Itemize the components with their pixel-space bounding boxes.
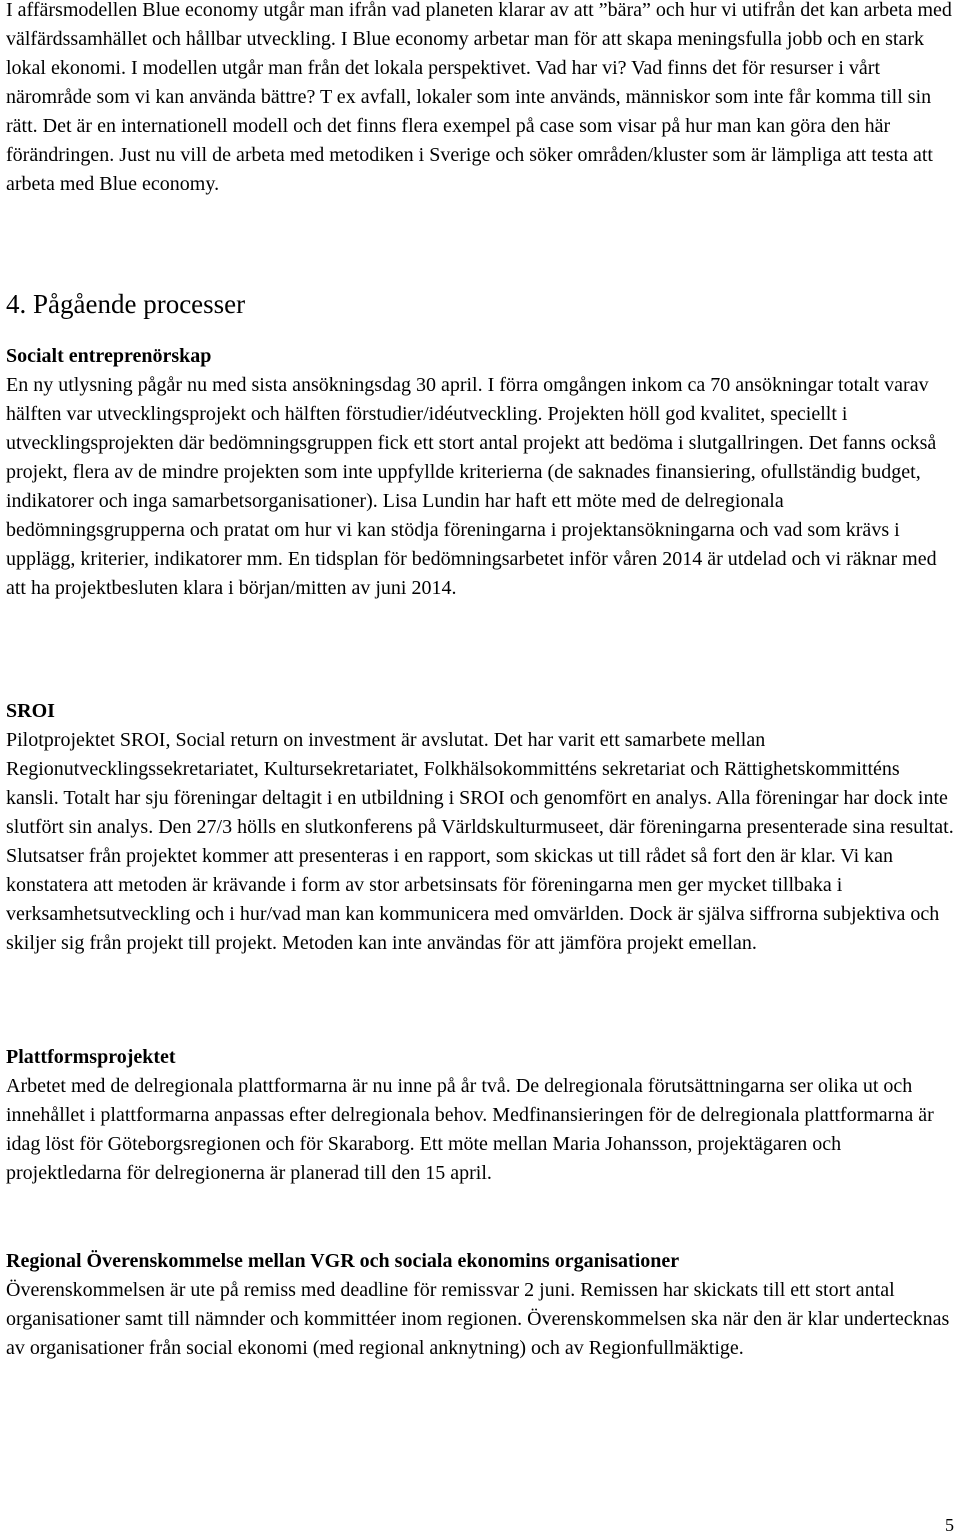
- subsection-heading: Plattformsprojektet: [6, 1046, 176, 1068]
- subsection-paragraph: Överenskommelsen är ute på remiss med deadline för remissvar 2 juni. Remissen har skickats till ett stort antal organisationer samt till nämnder och kommittéer inom regionen. Överenskommelsen ska när den är klar undertecknas av organisationer från social ekonomi (med regional anknytning) och av Regionfullmäktige.: [6, 1279, 950, 1359]
- subsection-heading: SROI: [6, 700, 55, 722]
- subsection-socialt-entreprenorskap: [6, 342, 956, 603]
- subsection-regional-overenskommelse: [6, 1247, 956, 1363]
- section-heading: 4. Pågående processer: [6, 289, 246, 319]
- page-number: 5: [945, 1515, 954, 1535]
- subsection-paragraph: En ny utlysning pågår nu med sista ansökningsdag 30 april. I förra omgången inkom ca 70 ansökningar totalt varav hälften var utvecklingsprojekt och hälften förstudier/idéutveckling. Projekten höll god kvalitet, speciellt i utvecklingsprojekten där bedömningsgruppen fick ett stort antal projekt att bedöma i slutgallringen. Det fanns också projekt, flera av de mindre projekten som inte uppfyllde kriterierna (de saknades finansiering, ofullständig budget, indikatorer och inga samarbetsorganisationer). Lisa Lundin har haft ett möte med de delregionala bedömningsgrupperna och pratat om hur vi kan stödja föreningarna i projektansökningarna och vad som krävs i upplägg, kriterier, indikatorer mm. En tidsplan för bedömningsarbetet inför våren 2014 är utdelad och vi räknar med att ha projektbesluten klara i början/mitten av juni 2014.: [6, 374, 937, 599]
- subsection-plattformsprojektet: [6, 1043, 956, 1188]
- subsection-heading: Regional Överenskommelse mellan VGR och sociala ekonomins organisationer: [6, 1250, 680, 1272]
- intro-paragraph: I affärsmodellen Blue economy utgår man ifrån vad planeten klarar av att ”bära” och hur vi utifrån det kan arbeta med välfärdssamhället och hållbar utveckling. I Blue economy arbetar man för att skapa meningsfulla jobb och en stark lokal ekonomi. I modellen utgår man från det lokala perspektivet. Vad har vi? Vad finns det för resurser i vårt närområde som vi kan använda bättre? T ex avfall, lokaler som inte används, människor som inte får komma till sin rätt. Det är en internationell modell och det finns flera exempel på case som visar på hur man kan göra den här förändringen. Just nu vill de arbeta med metodiken i Sverige och söker områden/kluster som är lämpliga att testa att arbeta med Blue economy.: [6, 0, 952, 195]
- subsection-heading: Socialt entreprenörskap: [6, 345, 212, 367]
- subsection-sroi: [6, 697, 956, 958]
- subsection-paragraph: Pilotprojektet SROI, Social return on investment är avslutat. Det har varit ett samarbete mellan Regionutvecklingssekretariatet, Kultursekretariatet, Folkhälsokommitténs sekretariat och Rättighetskommitténs kansli. Totalt har sju föreningar deltagit i en utbildning i SROI och genomfört en analys. Alla föreningar har dock inte slutfört sin analys. Den 27/3 hölls en slutkonferens på Världskulturmuseet, där föreningarna presenterade sina resultat. Slutsatser från projektet kommer att presenteras i en rapport, som skickas ut till rådet så fort den är klar. Vi kan konstatera att metoden är krävande i form av stor arbetsinsats för föreningarna men ger mycket tillbaka i verksamhetsutveckling och i hur/vad man kan kommunicera med omvärlden. Dock är själva siffrorna subjektiva och skiljer sig från projekt till projekt. Metoden kan inte användas för att jämföra projekt emellan.: [6, 729, 954, 954]
- subsection-paragraph: Arbetet med de delregionala plattformarna är nu inne på år två. De delregionala förutsättningarna ser olika ut och innehållet i plattformarna anpassas efter delregionala behov. Medfinansieringen för de delregionala plattformarna är idag löst för Göteborgsregionen och för Skaraborg. Ett möte mellan Maria Johansson, projektägaren och projektledarna för delregionerna är planerad till den 15 april.: [6, 1075, 934, 1184]
